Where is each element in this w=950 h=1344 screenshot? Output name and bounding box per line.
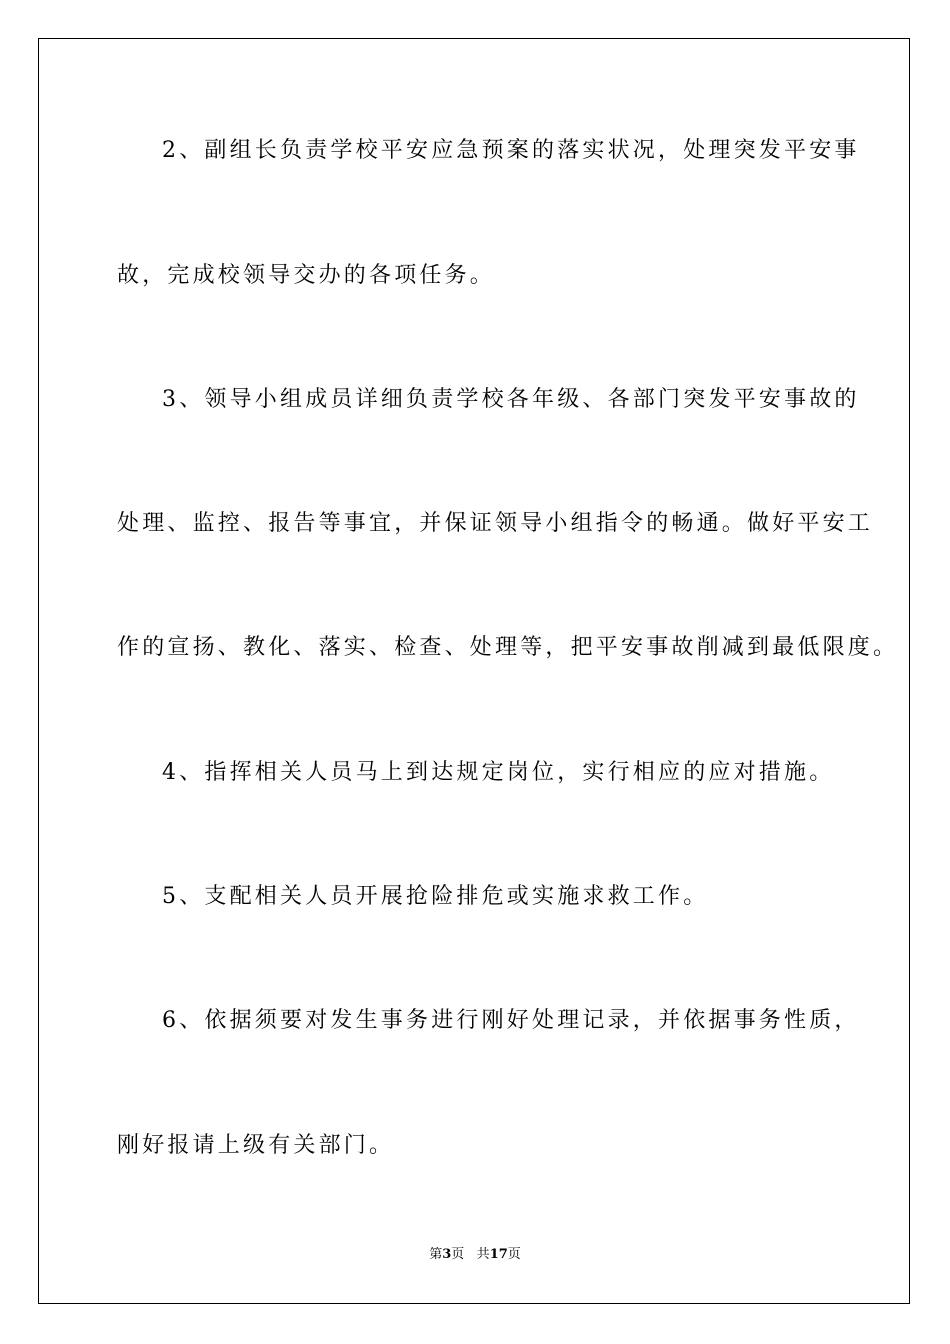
footer-page-prefix: 第: [429, 1247, 443, 1262]
page-footer: [0, 1246, 950, 1264]
paragraph-2-line-1: 2、副组长负责学校平安应急预案的落实状况，处理突发平安事: [162, 138, 860, 163]
paragraph-3-line-3: 作的宣扬、教化、落实、检查、处理等，把平安事故削减到最低限度。: [117, 635, 899, 660]
footer-total-pages: 17: [489, 1247, 508, 1262]
footer-total-prefix: 共: [476, 1247, 490, 1262]
footer-page-number: 3: [442, 1247, 452, 1262]
footer-page-suffix: 页: [451, 1247, 465, 1262]
paragraph-2-line-2: 故，完成校领导交办的各项任务。: [117, 263, 496, 288]
footer-total-suffix: 页: [507, 1247, 521, 1262]
paragraph-6-line-2: 刚好报请上级有关部门。: [117, 1133, 395, 1158]
page-frame: [38, 38, 910, 1304]
paragraph-3-line-2: 处理、监控、报告等事宜，并保证领导小组指令的畅通。做好平安工: [117, 511, 874, 536]
paragraph-3-line-1: 3、领导小组成员详细负责学校各年级、各部门突发平安事故的: [162, 387, 860, 412]
paragraph-6-line-1: 6、依据须要对发生事务进行刚好处理记录，并依据事务性质，: [162, 1008, 860, 1033]
paragraph-4-line-1: 4、指挥相关人员马上到达规定岗位，实行相应的应对措施。: [162, 760, 835, 785]
paragraph-5-line-1: 5、支配相关人员开展抢险排危或实施求救工作。: [162, 884, 709, 909]
